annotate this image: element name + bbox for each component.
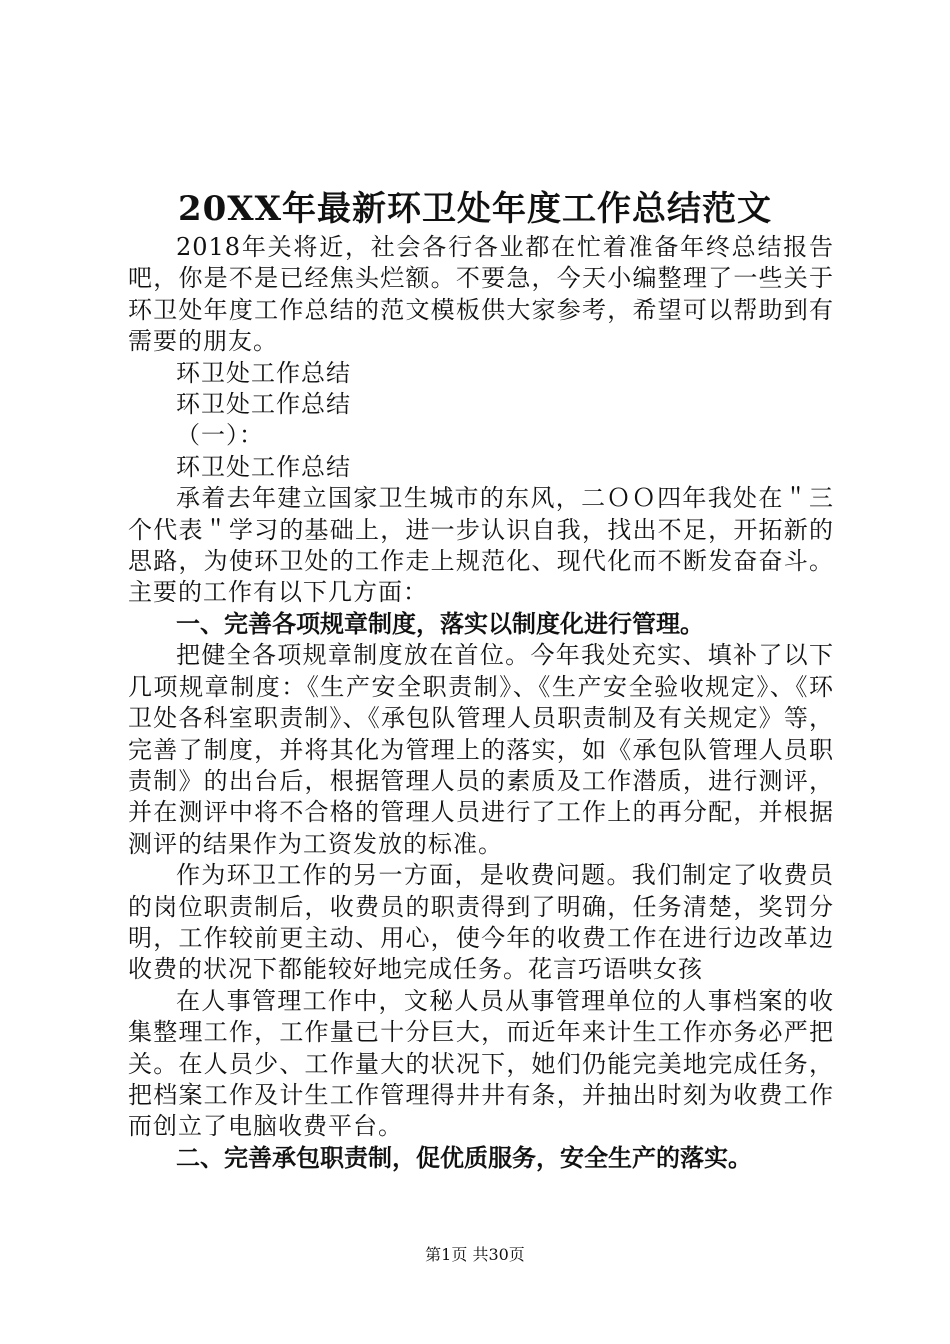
document-title: 20XX年最新环卫处年度工作总结范文	[177, 189, 773, 229]
section-heading: 一、完善各项规章制度，落实以制度化进行管理。	[176, 609, 704, 638]
body-paragraph: 在人事管理工作中，文秘人员从事管理单位的人事档案的收集整理工作，工作量已十分巨大，而近年来计生工作亦务必严把关。在人员少、工作量大的状况下，她们仍能完美地完成任务，把档案工作及计生工作管理得井井有条，并抽出时刻为收费工作而创立了电脑收费平台。	[128, 986, 834, 1141]
page-number-footer: 第1页 共30页	[425, 1245, 525, 1264]
section-number: （一）：	[176, 421, 264, 450]
section-heading: 二、完善承包职责制，促优质服务，安全生产的落实。	[176, 1143, 752, 1172]
subheading-line: 环卫处工作总结	[176, 452, 351, 481]
subheading-line: 环卫处工作总结	[176, 358, 351, 387]
subheading-line: 环卫处工作总结	[176, 390, 351, 419]
body-paragraph: 把健全各项规章制度放在首位。今年我处充实、填补了以下几项规章制度：《生产安全职责制》、《生产安全验收规定》、《环卫处各科室职责制》、《承包队管理人员职责制及有关规定》等，完善了制度，并将其化为管理上的落实，如《承包队管理人员职责制》的出台后，根据管理人员的素质及工作潜质，进行测评，并在测评中将不合格的管理人员进行了工作上的再分配，并根据测评的结果作为工资发放的标准。	[128, 641, 834, 858]
intro-paragraph: 2018年关将近，社会各行各业都在忙着准备年终总结报告吧，你是不是已经焦头烂额。不要急，今天小编整理了一些关于环卫处年度工作总结的范文模板供大家参考，希望可以帮助到有需要的朋友。	[128, 233, 834, 356]
body-paragraph: 承着去年建立国家卫生城市的东风，二ＯＯ四年我处在＂三个代表＂学习的基础上，进一步认识自我，找出不足，开拓新的思路，为使环卫处的工作走上规范化、现代化而不断发奋奋斗。主要的工作有以下几方面：	[128, 484, 834, 607]
document-body	[128, 232, 834, 1174]
body-paragraph: 作为环卫工作的另一方面，是收费问题。我们制定了收费员的岗位职责制后，收费员的职责得到了明确，任务清楚，奖罚分明，工作较前更主动、用心，使今年的收费工作在进行边改革边收费的状况下都能较好地完成任务。花言巧语哄女孩	[128, 861, 834, 984]
